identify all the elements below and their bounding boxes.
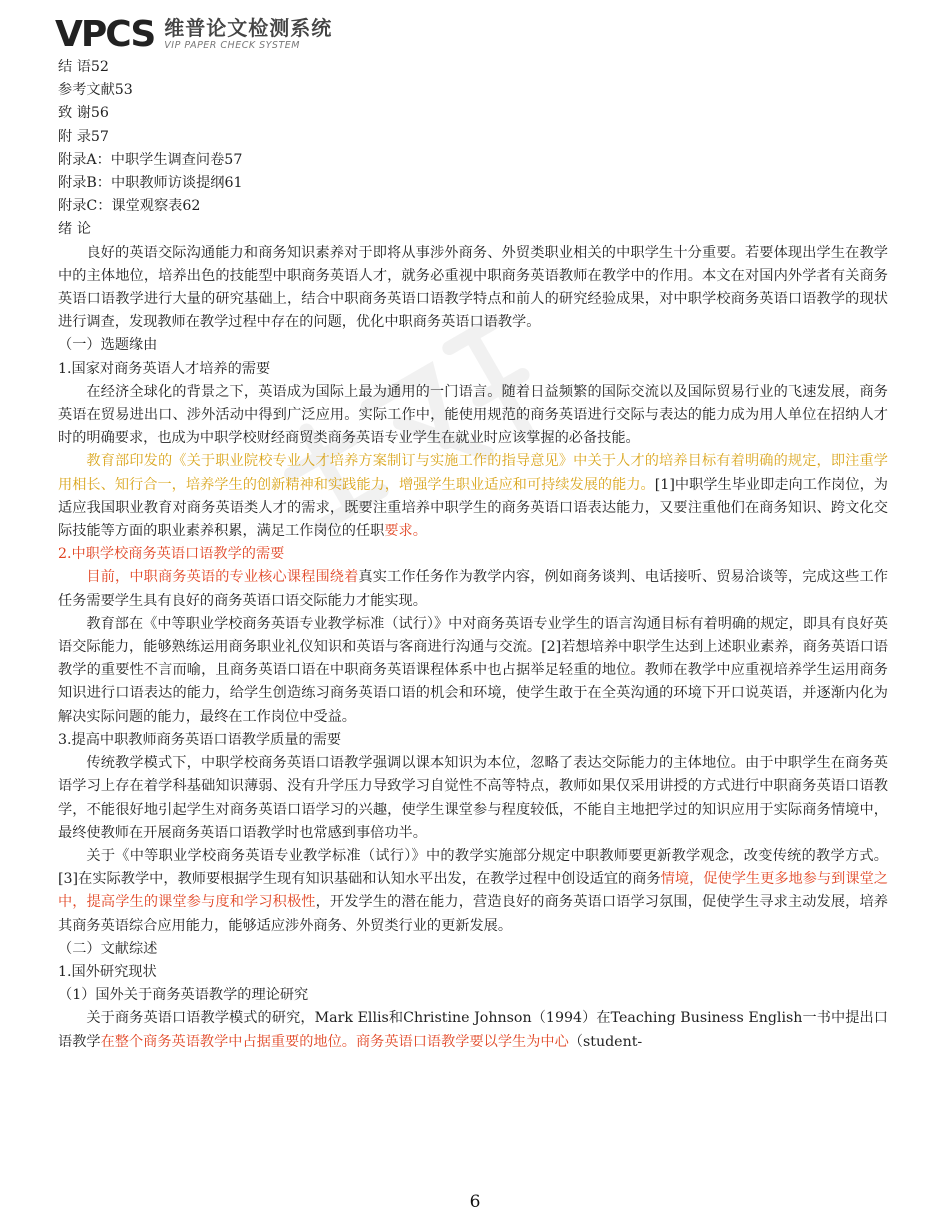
plain-text: （student- (568, 1033, 643, 1050)
paragraph-globalization: 在经济全球化的背景之下，英语成为国际上最为通用的一门语言。随着日益频繁的国际交流以及国际贸易行业的飞速发展，商务英语在贸易进出口、涉外活动中得到广泛应用。实际工作中，能使用规范的商务英语进行交际与表达的能力成为用人单位在招纳人才时的明确要求，也成为中职学校财经商贸类商务英语专业学生在就业时应该掌握的必备技能。 (58, 383, 888, 447)
intro-paragraph: 良好的英语交际沟通能力和商务知识素养对于即将从事涉外商务、外贸类职业相关的中职学生十分重要。若要体现出学生在教学中的主体地位，培养出色的技能型中职商务英语人才，就务必重视中职商务英语教师在教学中的作用。本文在对国内外学者有关商务英语口语教学进行大量的研究基础上，结合中职商务英语口语教学特点和前人的研究经验成果，对中职学校商务英语口语教学的现状进行调查，发现教师在教学过程中存在的问题，优化中职商务英语口语教学。 (58, 244, 888, 331)
highlighted-text-red: 目前，中职商务英语的专业核心课程围绕着 (86, 569, 359, 586)
plain-text: ，开发学生的潜在能力，营造良好的商务英语口语学习氛围，促使学生寻求主动发展，培养其商务英语综合应用能力，能够适应涉外商务、外贸类行业的更新发展。 (58, 894, 888, 934)
subsubsection-title-foreign-theory: （1）国外关于商务英语教学的理论研究 (58, 987, 309, 1004)
vpcs-logo: VPCS (55, 13, 155, 55)
plain-text: 关于商务英语口语教学模式的研究，Mark Ellis和Christine Johnson（1994）在Teaching Business English一书中提出口语教学 (58, 1010, 888, 1050)
section-title-topic-origin: （一）选题缘由 (58, 337, 158, 354)
logo-name-cn: 维普论文检测系统 (164, 15, 333, 40)
subsection-title-national-need: 1.国家对商务英语人才培养的需要 (58, 360, 271, 377)
section-title-literature-review: （二）文献综述 (58, 940, 158, 957)
logo-text (164, 15, 333, 51)
toc-entry: 附录A：中职学生调查问卷57 (58, 151, 243, 168)
paragraph-implementation (58, 845, 888, 938)
plain-text: 关于《中等职业学校商务英语专业教学标准（试行）》中的教学实施部分规定中职教师要更新教学观念，改变传统的教学方式。[3]在实际教学中，教师要根据学生现有知识基础和认知水平出发，在教学过程中创设适宜的商务 (58, 847, 888, 888)
highlighted-text-red: 情境，促使学生更多地参与到课堂之中，提高学生的课堂参与度和学习积极性 (58, 871, 888, 911)
plain-text: [1]中职学生毕业即走向工作岗位，为适应我国职业教育对商务英语类人才的需求，既要注重培养中职学生的商务英语口语表达能力，又要注重他们在商务知识、跨文化交际技能等方面的职业素养积累，满足工作岗位的任职 (58, 476, 888, 540)
document-body (58, 56, 888, 1054)
paragraph-core-courses (58, 566, 888, 612)
toc-entry: 附 录57 (58, 128, 109, 145)
toc-entry: 附录B：中职教师访谈提纲61 (58, 175, 243, 192)
toc-entry: 附录C：课堂观察表62 (58, 198, 201, 215)
toc-entry: 致 谢56 (58, 105, 109, 122)
toc-entry: 参考文献53 (58, 82, 133, 99)
site-header (55, 12, 332, 56)
paragraph-teaching-standard: 教育部在《中等职业学校商务英语专业教学标准（试行）》中对商务英语专业学生的语言沟通目标有着明确的规定，即具有良好英语交际能力，能够熟练运用商务职业礼仪知识和英语与客商进行沟通与交流。[2]若想培养中职学生达到上述职业素养，商务英语口语教学的重要性不言而喻，且商务英语口语在中职商务英语课程体系中也占据举足轻重的地位。教师在教学中应重视培养学生运用商务知识进行口语表达的能力，给学生创造练习商务英语口语的机会和环境，使学生敢于在全英沟通的环境下开口说英语，并逐渐内化为解决实际问题的能力，最终在工作岗位中受益。 (58, 615, 888, 725)
paragraph-traditional-model: 传统教学模式下，中职学校商务英语口语教学强调以课本知识为本位，忽略了表达交际能力的主体地位。由于中职学生在商务英语学习上存在着学科基础知识薄弱、没有升学压力导致学习自觉性不高等特点，教师如果仅采用讲授的方式进行中职商务英语口语教学，不能很好地引起学生对商务英语口语学习的兴趣，使学生课堂参与程度较低，不能自主地把学过的知识应用于实际商务情境中，最终使教师在开展商务英语口语教学时也常感到事倍功半。 (58, 755, 888, 841)
highlighted-text: 教育部印发的《关于职业院校专业人才培养方案制订与实施工作的指导意见》中关于人才的培养目标有着明确的规定，即注重学用相长、知行合一，培养学生的创新精神和实践能力，增强学生职业适应和可持续发展的能力。 (58, 453, 888, 493)
page-number: 6 (469, 1192, 481, 1212)
subsection-title-quality-need: 3.提高中职教师商务英语口语教学质量的需要 (58, 731, 342, 748)
plain-text: 真实工作任务作为教学内容，例如商务谈判、电话接听、贸易洽谈等，完成这些工作任务需要学生具有良好的商务英语口语交际能力才能实现。 (58, 569, 888, 609)
subsection-title-foreign-status: 1.国外研究现状 (58, 963, 157, 980)
highlighted-text-red: 在整个商务英语教学中占据重要的地位。商务英语口语教学要以学生为中心 (100, 1033, 569, 1050)
toc-entry: 结 语52 (58, 59, 109, 75)
logo-name-en: VIP PAPER CHECK SYSTEM (164, 39, 300, 51)
paragraph-ministry-guidance (58, 450, 888, 543)
highlighted-text-red: 要求。 (384, 523, 427, 540)
section-heading-intro: 绪 论 (58, 221, 91, 238)
paragraph-ellis-johnson (58, 1007, 888, 1053)
subsection-title-school-need: 2.中职学校商务英语口语教学的需要 (58, 546, 285, 563)
